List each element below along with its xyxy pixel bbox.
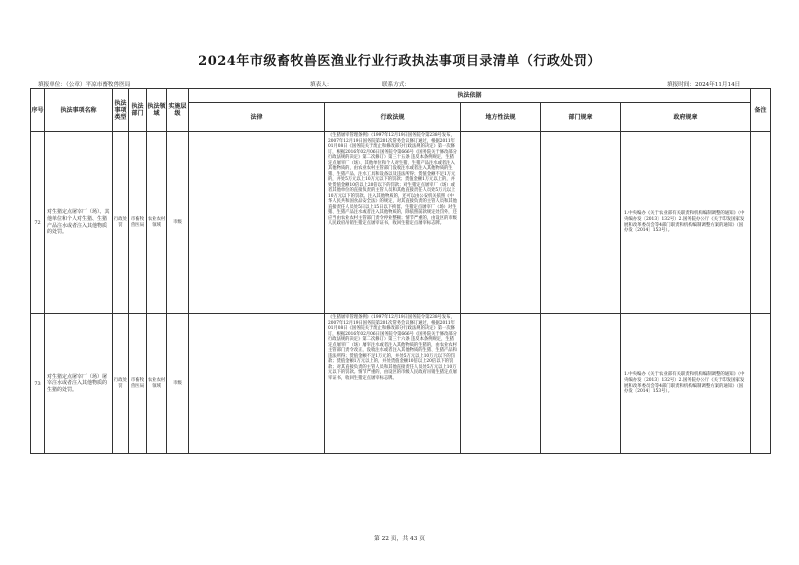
page-footer: 第 22 页，共 43 页 (373, 536, 426, 542)
row-type: 行政处罚 (113, 314, 129, 454)
filing-unit: 填报单位：（公章）平凉市畜牧兽医局 (38, 82, 131, 88)
row-seq: 72 (31, 132, 45, 314)
header-field: 执法领域 (147, 89, 167, 132)
row-note (751, 132, 771, 314)
row-note (751, 314, 771, 454)
filler-label: 填表人： (310, 82, 333, 88)
row-admin-reg: 《生猪屠宰管理条例》（1997年12月19日国务院令第238号发布，2007年12月19日国务院第201次常务会议修订通过，根据2011年01月08日《国务院关于废止和修改部分行政法规的决定》第一次修订，根据2016年02月06日国务院令第666号《国务院关于修改部分行政法规的决定》第二次修订）第三十六条 违反本条例规定，生猪定点屠宰厂（场）屠宰注水或者注入其他物质的生猪的，由农业农村主管部门责令改正，没收注水或者注入其他物质的生猪、生猪产品和违法所得；货值金额不足1万元的，并处5万元以上10万元以下的罚款；货值金额1万元以上的，并处货值金额10倍以上20倍以下的罚款；对其直接负责的主管人员和其他直接责任人员处5万元以上10万元以下的罚款。情节严重的，由设区的市级人民政府吊销生猪定点屠宰证书，收回生猪定点屠宰标志牌。 (325, 314, 461, 454)
row-level: 市级 (167, 132, 189, 314)
row-name: 对生猪定点屠宰厂（场）屠宰注水或者注入其他物质的生猪的处罚。 (45, 314, 113, 454)
row-dept: 市畜牧兽医局 (129, 132, 147, 314)
row-gov-rule: 1.中央编办《关于农业部有关职责和机构编制调整的通知》（中央编办发〔2013〕132号）2.国务院办公厅《关于印发国家发展和改革委员会等4部门职责和机构编制调整方案的通知》（国办发〔2014〕153号）。 (621, 314, 751, 454)
row-field: 农业农村领域 (147, 314, 167, 454)
row-seq: 73 (31, 314, 45, 454)
page-title: 2024年市级畜牧兽医渔业行业行政执法事项目录清单（行政处罚） (198, 54, 601, 69)
header-law: 法律 (189, 103, 325, 132)
filing-date: 填报时间：2024年11月14日 (667, 82, 741, 88)
contact-label: 联系方式： (382, 82, 410, 88)
row-dept: 市畜牧兽医局 (129, 314, 147, 454)
row-dept-rule (541, 314, 621, 454)
row-law (189, 132, 325, 314)
header-dept: 执法部门 (129, 89, 147, 132)
header-note: 备注 (751, 89, 771, 132)
table-row (31, 314, 771, 454)
header-dept-rule: 部门规章 (541, 103, 621, 132)
enforcement-table (30, 88, 771, 454)
row-level: 市级 (167, 314, 189, 454)
table-row (31, 132, 771, 314)
row-local-reg (461, 314, 541, 454)
header-local-reg: 地方性法规 (461, 103, 541, 132)
header-name: 执法事项名称 (45, 89, 113, 132)
header-basis: 执法依据 (189, 89, 751, 103)
row-type: 行政处罚 (113, 132, 129, 314)
header-type: 执法事项类型 (113, 89, 129, 132)
row-local-reg (461, 132, 541, 314)
row-field: 农业农村领域 (147, 132, 167, 314)
row-name: 对生猪定点屠宰厂（场）、其他单位和个人对生猪、生猪产品注水或者注入其他物质的处罚。 (45, 132, 113, 314)
row-dept-rule (541, 132, 621, 314)
header-level: 实施层级 (167, 89, 189, 132)
row-law (189, 314, 325, 454)
header-gov-rule: 政府规章 (621, 103, 751, 132)
header-seq: 序号 (31, 89, 45, 132)
row-admin-reg: 《生猪屠宰管理条例》（1997年12月19日国务院令第238号发布，2007年12月19日国务院第201次常务会议修订通过，根据2011年01月08日《国务院关于废止和修改部分行政法规的决定》第一次修订，根据2016年02月06日国务院令第666号《国务院关于修改部分行政法规的决定》第二次修订）第三十五条 违反本条例规定，生猪定点屠宰厂（场）、其他单位和个人对生猪、生猪产品注水或者注入其他物质的，由农业农村主管部门没收注水或者注入其他物质的生猪、生猪产品、注水工具和设备以及违法所得；货值金额不足1万元的，并处5万元以上10万元以下的罚款；货值金额1万元以上的，并处货值金额10倍以上20倍以下的罚款；对生猪定点屠宰厂（场）或者其他单位的直接负责的主管人员和其他直接责任人员处5万元以上10万元以下的罚款。注入其他物质的，还可以由公安机关依照《中华人民共和国食品安全法》的规定，对其直接负责的主管人员和其他直接责任人员处5日以上15日以下拘留。生猪定点屠宰厂（场）对生猪、生猪产品注水或者注入其他物质的，除依照前款规定处罚外，还应当由农业农村主管部门责令停业整顿；情节严重的，由设区的市级人民政府吊销生猪定点屠宰证书，收回生猪定点屠宰标志牌。 (325, 132, 461, 314)
row-gov-rule: 1.中央编办《关于农业部有关职责和机构编制调整的通知》（中央编办发〔2013〕132号）2.国务院办公厅《关于印发国家发展和改革委员会等4部门职责和机构编制调整方案的通知》（国办发〔2014〕153号）。 (621, 132, 751, 314)
header-admin-reg: 行政法规 (325, 103, 461, 132)
